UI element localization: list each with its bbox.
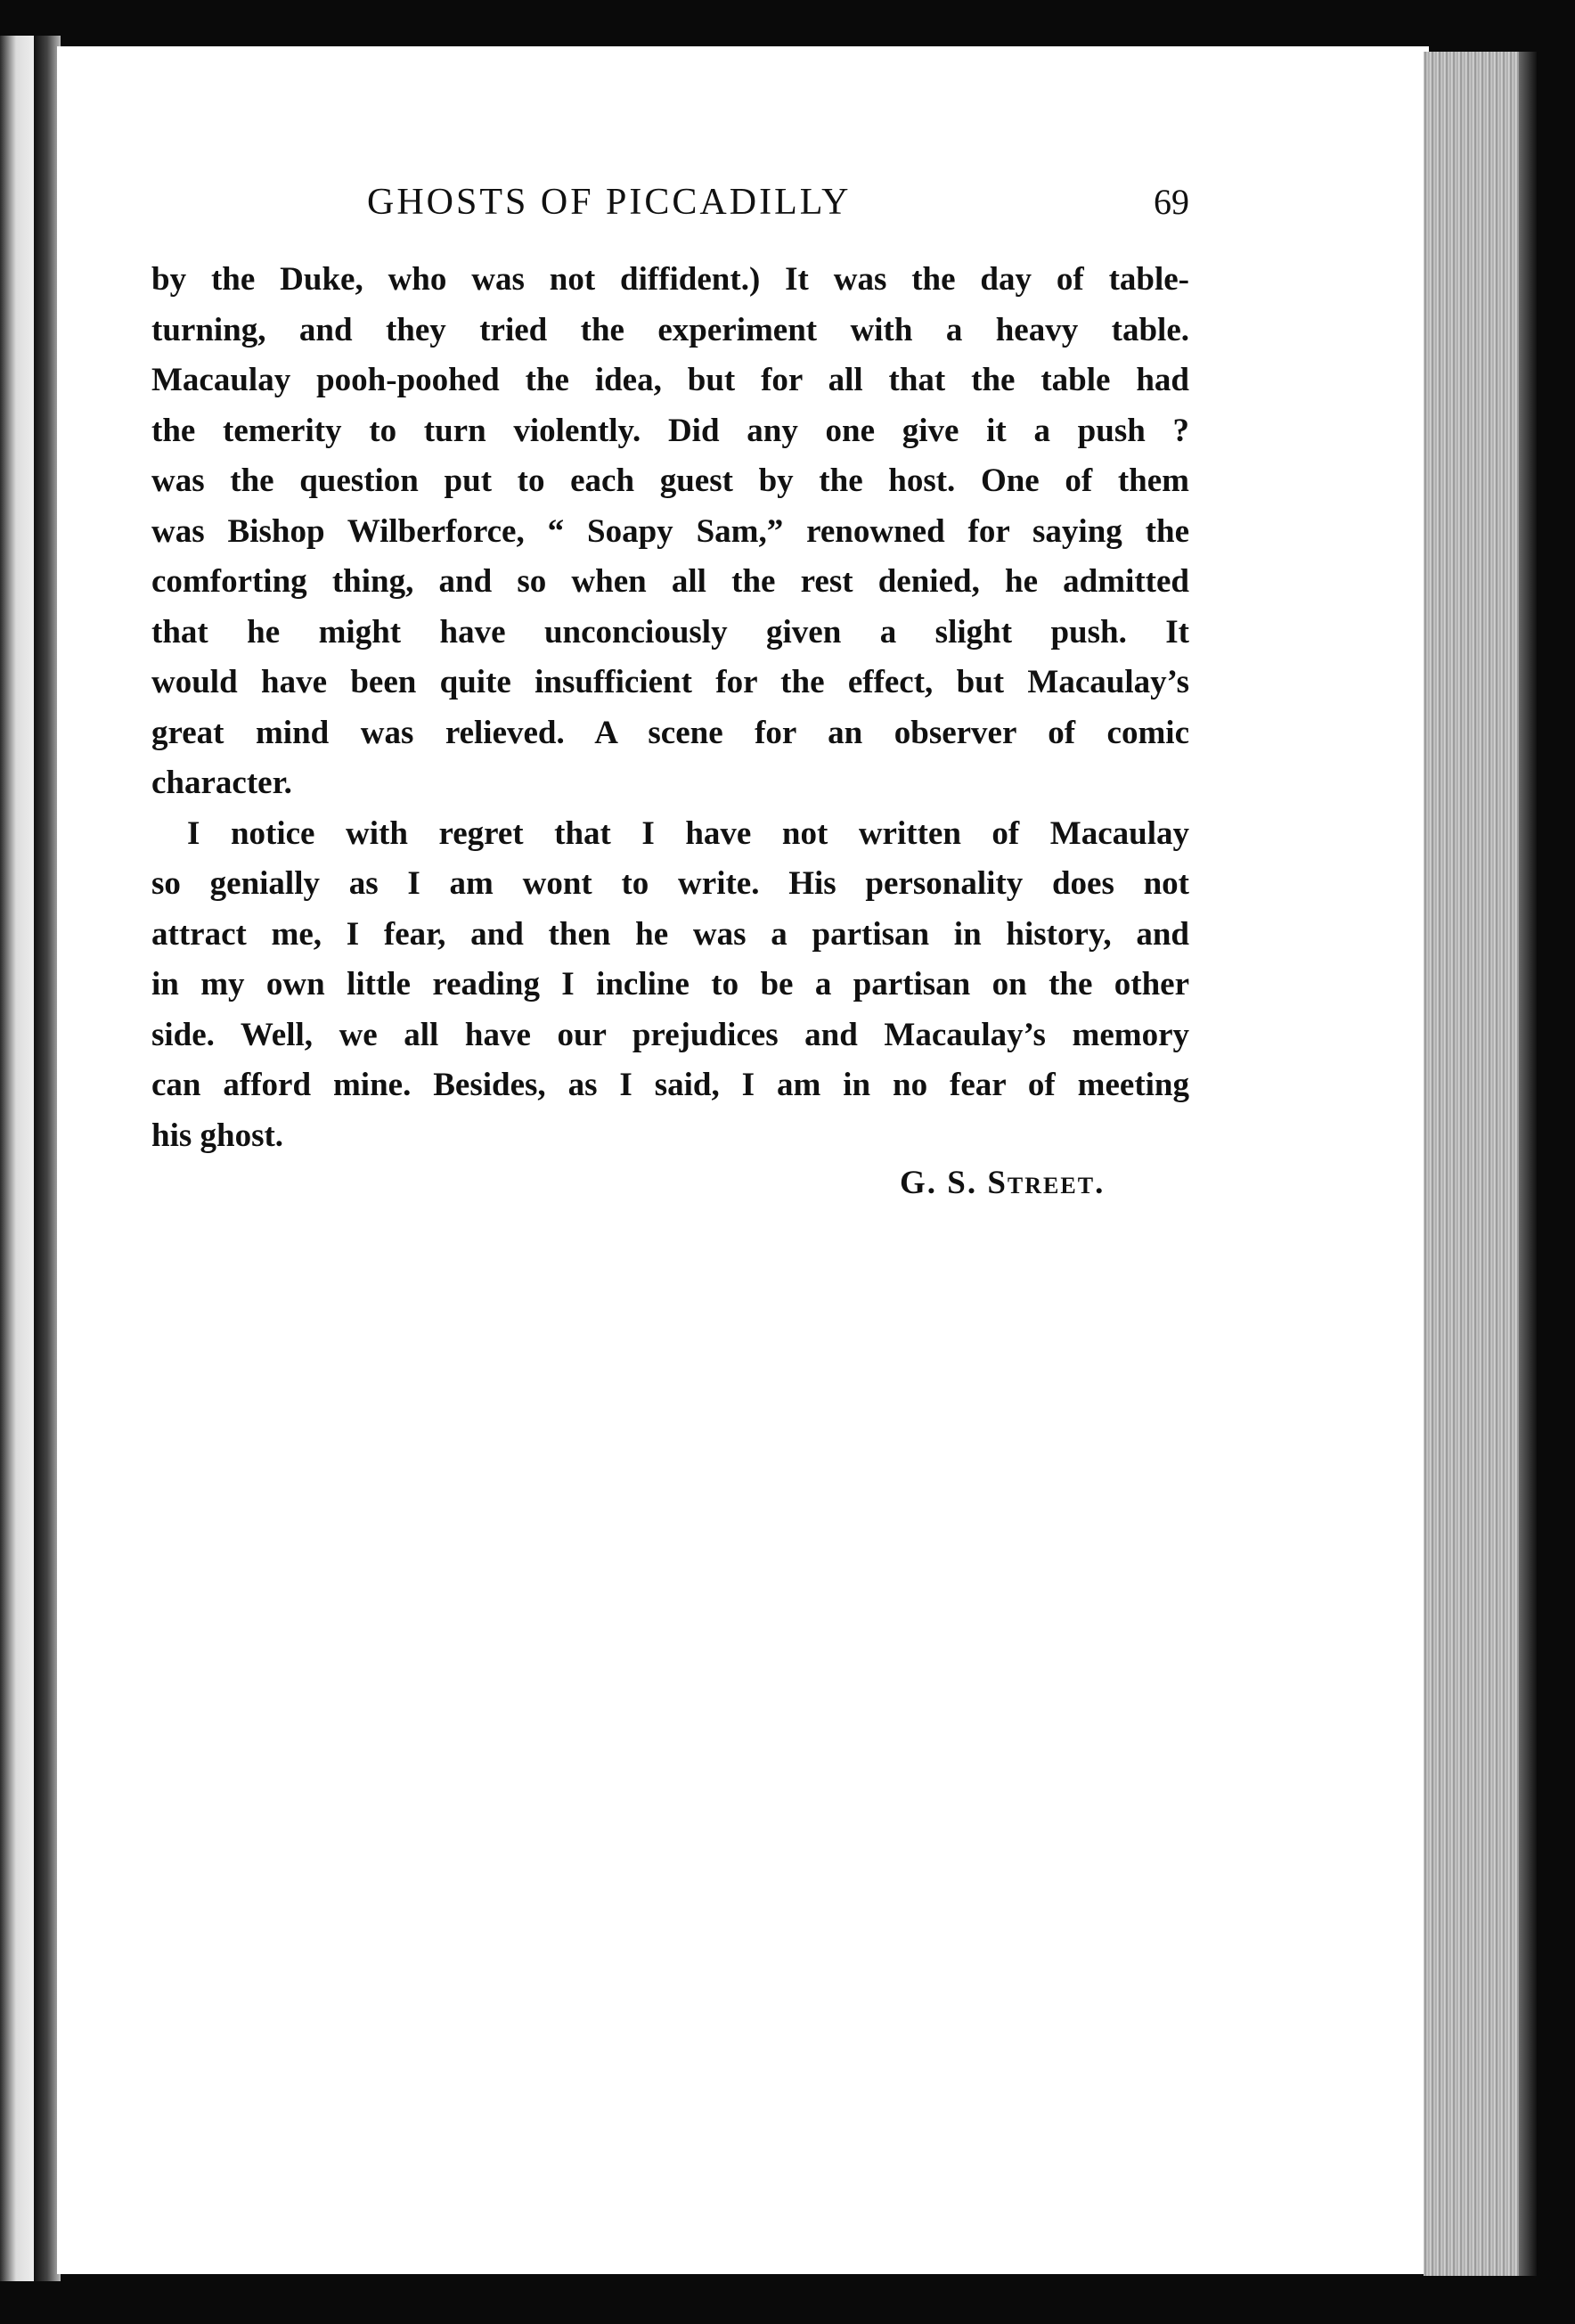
- text-line: great mind was relieved. A scene for an observer of comic: [151, 714, 1189, 751]
- text-line: character.: [151, 765, 292, 801]
- text-line: I notice with regret that I have not written of Macaulay: [187, 814, 1189, 852]
- page-number: 69: [1154, 182, 1189, 222]
- text-line: attract me, I fear, and then he was a partisan in history, and: [151, 915, 1189, 953]
- paragraph-1: [151, 255, 1189, 809]
- text-line: his ghost.: [151, 1117, 284, 1154]
- text-line: turning, and they tried the experiment with a heavy table.: [151, 311, 1189, 348]
- author-surname: Street.: [987, 1165, 1106, 1201]
- text-line: by the Duke, who was not diffident.) It was the day of table-: [151, 261, 1189, 298]
- text-line: would have been quite insufficient for the effect, but Macaulay’s: [151, 664, 1189, 700]
- text-line: was the question put to each guest by the host. One of them: [151, 462, 1189, 499]
- page-edges: [1424, 52, 1522, 2276]
- text-line: the temerity to turn violently. Did any one give it a push ?: [151, 412, 1189, 449]
- text-line: side. Well, we all have our prejudices and Macaulay’s memory: [151, 1016, 1189, 1053]
- text-line: Macaulay pooh-poohed the idea, but for all that the table had: [151, 362, 1189, 398]
- text-line: so genially as I am wont to write. His personality does not: [151, 865, 1189, 902]
- paragraph-2: [151, 809, 1189, 1162]
- page-header: [151, 181, 1189, 231]
- author-initials: G. S.: [900, 1165, 978, 1201]
- body-text: [151, 255, 1189, 1161]
- text-line: that he might have unconciously given a slight push. It: [151, 613, 1189, 651]
- author-signature: [900, 1164, 1105, 1202]
- text-line: can afford mine. Besides, as I said, I am in no fear of meeting: [151, 1067, 1189, 1103]
- page-edges-shadow: [1519, 52, 1537, 2276]
- text-line: was Bishop Wilberforce, “ Soapy Sam,” renowned for saying the: [151, 512, 1189, 550]
- running-title: GHOSTS OF PICCADILLY: [367, 182, 852, 223]
- text-line: comforting thing, and so when all the rest denied, he admitted: [151, 563, 1189, 600]
- text-line: in my own little reading I incline to be a partisan on the other: [151, 966, 1189, 1002]
